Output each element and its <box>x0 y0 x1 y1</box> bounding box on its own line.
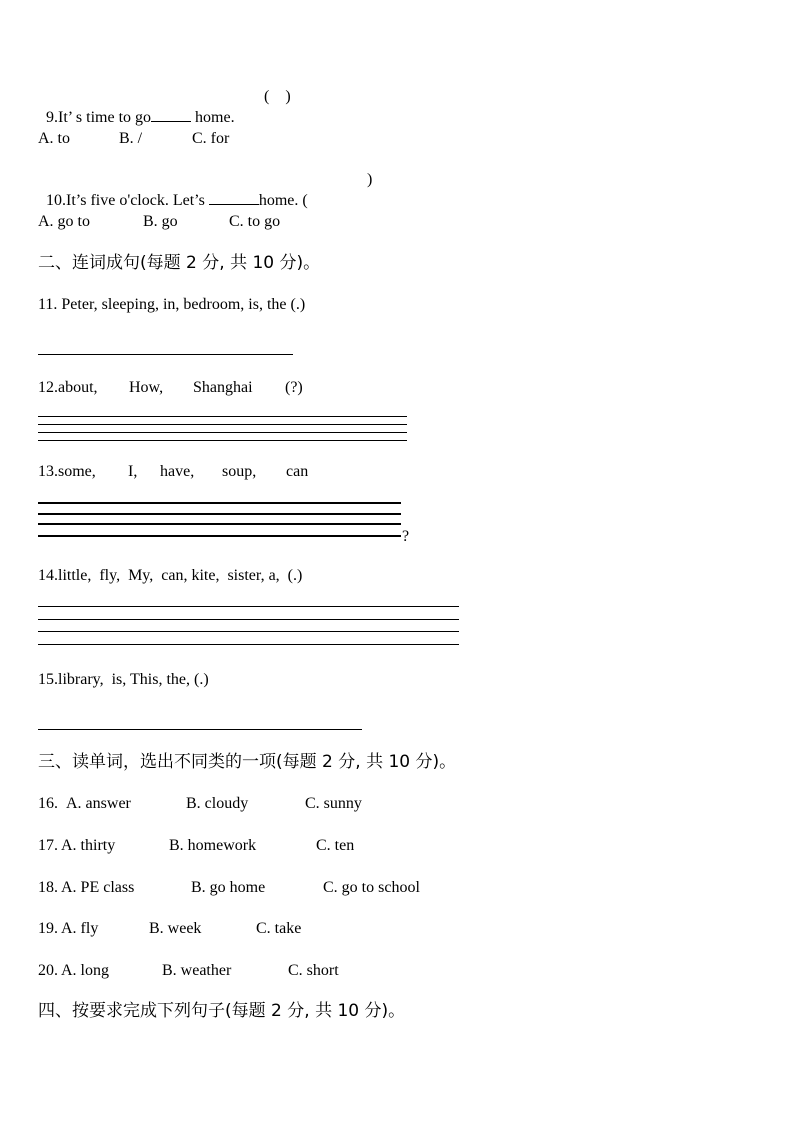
option-b: B. / <box>119 130 143 147</box>
answer-blank[interactable] <box>151 107 191 122</box>
question-13-word: I, <box>128 463 138 480</box>
answer-line[interactable] <box>38 354 293 355</box>
option-a: A. answer <box>66 795 131 812</box>
answer-line[interactable] <box>38 619 459 620</box>
question-10 <box>38 170 308 211</box>
answer-line[interactable] <box>38 729 362 730</box>
question-number: 19. <box>38 920 58 937</box>
option-a: A. PE class <box>61 879 135 896</box>
option-c: C. take <box>256 920 302 937</box>
question-15: 15.library, is, This, the, (.) <box>38 671 209 688</box>
answer-parenthesis-close: ) <box>367 171 373 188</box>
answer-line[interactable] <box>38 432 407 433</box>
answer-line[interactable] <box>38 424 407 425</box>
option-b: B. go home <box>191 879 266 896</box>
answer-line[interactable] <box>38 644 459 645</box>
answer-line[interactable] <box>38 535 401 537</box>
option-a: A. go to <box>38 213 90 230</box>
question-10-text: 10.It’s five o'clock. Let’s <box>46 192 209 209</box>
question-9-text: 9.It’ s time to go <box>46 109 152 126</box>
question-14: 14.little, fly, My, can, kite, sister, a, (.) <box>38 567 303 584</box>
question-9-suffix: home. <box>191 109 235 126</box>
answer-line[interactable] <box>38 513 401 515</box>
question-13-word: soup, <box>222 463 257 480</box>
section-2-title: 二、连词成句(每题 2 分, 共 10 分)。 <box>38 253 321 273</box>
option-c: C. go to school <box>323 879 420 896</box>
question-mark: ? <box>402 528 410 545</box>
option-b: B. cloudy <box>186 795 249 812</box>
option-b: B. go <box>143 213 178 230</box>
question-number: 20. <box>38 962 58 979</box>
question-number: 18. <box>38 879 58 896</box>
question-12-word: 12.about, <box>38 379 98 396</box>
question-number: 17. <box>38 837 58 854</box>
answer-blank[interactable] <box>209 190 259 205</box>
option-c: C. short <box>288 962 339 979</box>
question-12-word: (?) <box>285 379 303 396</box>
question-number: 16. <box>38 795 58 812</box>
question-13-word: can <box>286 463 309 480</box>
answer-line[interactable] <box>38 606 459 607</box>
answer-line[interactable] <box>38 502 401 504</box>
question-10-suffix: home. ( <box>258 192 308 209</box>
option-a: A. long <box>61 962 109 979</box>
option-a: A. fly <box>61 920 99 937</box>
answer-line[interactable] <box>38 523 401 525</box>
answer-parenthesis[interactable]: ( ) <box>264 88 291 105</box>
question-13-word: 13.some, <box>38 463 96 480</box>
section-3-title: 三、读单词，选出不同类的一项(每题 2 分, 共 10 分)。 <box>38 752 457 772</box>
option-b: B. weather <box>162 962 232 979</box>
option-c: C. to go <box>229 213 281 230</box>
answer-line[interactable] <box>38 416 407 417</box>
option-b: B. homework <box>169 837 257 854</box>
question-12-word: Shanghai <box>193 379 253 396</box>
option-a: A. thirty <box>61 837 116 854</box>
question-13-word: have, <box>160 463 195 480</box>
answer-line[interactable] <box>38 631 459 632</box>
question-9 <box>38 87 235 128</box>
question-12-word: How, <box>129 379 164 396</box>
option-c: C. for <box>192 130 230 147</box>
option-b: B. week <box>149 920 202 937</box>
option-c: C. sunny <box>305 795 362 812</box>
question-11: 11. Peter, sleeping, in, bedroom, is, the (.) <box>38 296 306 313</box>
option-c: C. ten <box>316 837 355 854</box>
answer-line[interactable] <box>38 440 407 441</box>
section-4-title: 四、按要求完成下列句子(每题 2 分, 共 10 分)。 <box>38 1001 406 1021</box>
option-a: A. to <box>38 130 70 147</box>
